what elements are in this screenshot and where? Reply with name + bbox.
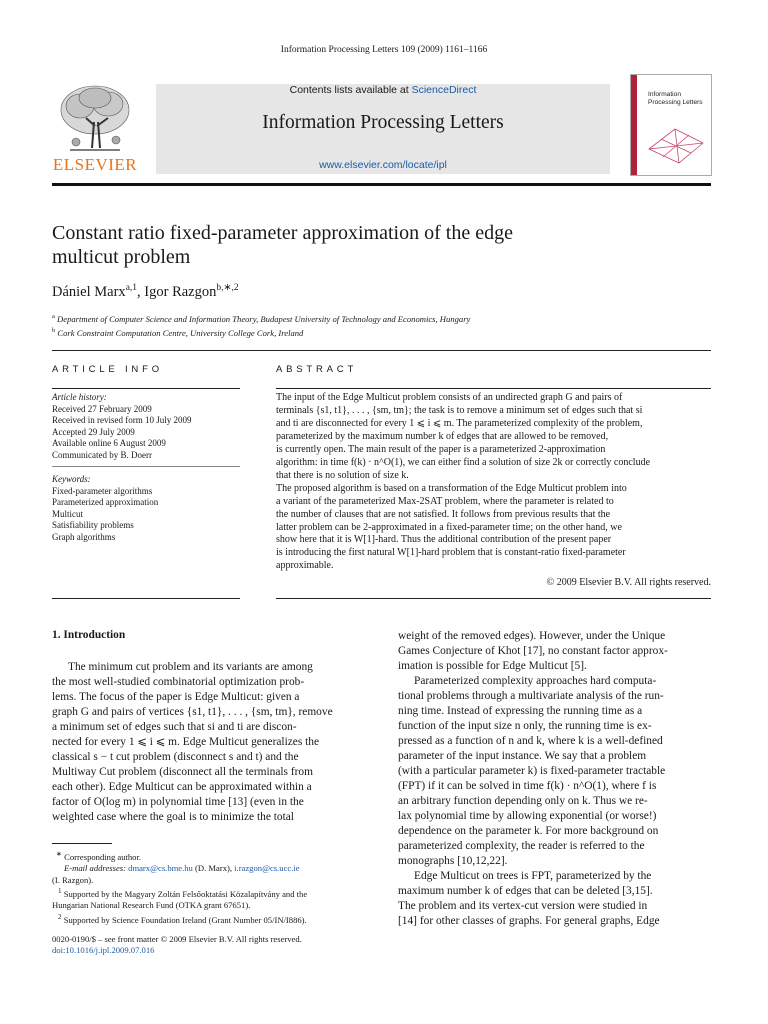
email-link[interactable]: dmarx@cs.bme.hu: [128, 863, 193, 874]
body-line: tional problems through a multivariate analysis of the run-: [398, 690, 664, 702]
body-line: maximum number k of edges that can be deleted [3,15].: [398, 885, 653, 897]
email-owner: (I. Razgon).: [52, 874, 94, 885]
author-affiliation-marker: b,∗,2: [216, 283, 239, 293]
history-item: Received 27 February 2009: [52, 403, 152, 414]
cover-title-line: Information: [648, 91, 681, 98]
body-line: pressed as a function of n and k, where k is a well-defined: [398, 735, 663, 747]
body-line: Multiway Cut problem (disconnect all the terminals from: [52, 766, 313, 778]
cover-graphic: [645, 119, 707, 167]
footnote-text: Supported by the Magyary Zoltán Felsőoktatási Közalapítvány and the: [63, 888, 308, 899]
affiliation-a: [52, 311, 470, 325]
body-line: graph G and pairs of vertices {s1, t1}, . . . , {sm, tm}, remove: [52, 706, 333, 718]
journal-title: Information Processing Letters: [262, 112, 504, 133]
footnote-text: Supported by Science Foundation Ireland (Grant Number 05/IN/I886).: [63, 914, 307, 925]
body-line: the most well-studied combinatorial optimization prob-: [52, 676, 305, 688]
affiliation-text: Department of Computer Science and Information Theory, Budapest University of Technology and Economics, Hungary: [57, 313, 471, 324]
journal-cover-image: [630, 74, 712, 176]
body-line: ning time. Instead of expressing the running time as a: [398, 705, 643, 717]
footnote-text: Hungarian National Research Fund (OTKA grant 67651).: [52, 900, 251, 911]
body-line: factor of O(log m) in polynomial time [13] (even in the: [52, 796, 304, 808]
affiliation-text: Cork Constraint Computation Centre, University College Cork, Ireland: [57, 328, 304, 339]
body-line: weight of the removed edges). However, under the Unique: [398, 630, 666, 642]
body-line: classical s − t cut problem (disconnect s and t) and the: [52, 751, 299, 763]
affiliation-b: [52, 325, 470, 339]
footnote-marker: 1: [58, 887, 62, 896]
email-label: E-mail addresses:: [64, 863, 126, 874]
abstract-bottom-rule: [276, 598, 711, 599]
author-separator: ,: [137, 283, 145, 300]
author-name: Igor Razgon: [144, 283, 217, 300]
body-line: weighted case where the goal is to minimize the total: [52, 811, 294, 823]
body-line: parameterized complexity, the reader is referred to the: [398, 840, 645, 852]
keyword-item: Fixed-parameter algorithms: [52, 485, 153, 496]
history-label: Article history:: [52, 392, 107, 402]
abstract-heading: ABSTRACT: [276, 364, 358, 375]
body-line: Parameterized complexity approaches hard computa-: [414, 675, 657, 687]
front-matter-text: 0020-0190/$ – see front matter © 2009 Elsevier B.V. All rights reserved.: [52, 934, 302, 944]
footnote-marker: 2: [58, 912, 62, 921]
abstract-line: approximable.: [276, 560, 334, 572]
email-link[interactable]: i.razgon@cs.ucc.ie: [234, 863, 300, 874]
abstract-line: that there is no solution of size k.: [276, 469, 409, 481]
body-line: [14] for other classes of graphs. For general graphs, Edge: [398, 915, 660, 927]
author-affiliation-marker: a,1: [125, 283, 138, 293]
body-line: parameter of the input instance. We say that a problem: [398, 750, 647, 762]
author-list: [52, 282, 239, 301]
history-item: Available online 6 August 2009: [52, 438, 166, 449]
footnote-rule: [52, 843, 112, 844]
body-line: Edge Multicut on trees is FPT, parameterized by the: [414, 870, 652, 882]
journal-url-link[interactable]: www.elsevier.com/locate/ipl: [319, 159, 447, 171]
body-line: The minimum cut problem and its variants are among: [68, 661, 313, 673]
body-line: function of the input size n only, the running time is ex-: [398, 720, 652, 732]
right-column-body: [398, 629, 711, 929]
body-line: lax polynomial time by allowing exponential (or worse!): [398, 810, 657, 822]
info-bottom-rule: [52, 598, 240, 599]
body-line: Games Conjecture of Khot [17], no constant factor approx-: [398, 645, 668, 657]
publisher-logo-text: ELSEVIER: [52, 155, 138, 174]
footnote-marker: ∗: [56, 850, 62, 858]
article-history: [52, 392, 240, 462]
abstract-line: the number of clauses that are not satisfied. It follows from previous results that the: [276, 508, 611, 520]
contents-line: [156, 84, 610, 96]
body-line: imation is possible for Edge Multicut [5].: [398, 660, 587, 672]
body-line: nected for every 1 ⩽ i ⩽ m. Edge Multicut generalizes the: [52, 736, 320, 748]
journal-banner: [156, 84, 610, 174]
keyword-item: Graph algorithms: [52, 531, 116, 542]
author-name: Dániel Marx: [52, 283, 126, 300]
keyword-item: Multicut: [52, 508, 83, 519]
email-owner: (D. Marx),: [192, 863, 235, 874]
history-item: Received in revised form 10 July 2009: [52, 415, 192, 426]
abstract-line: The proposed algorithm is based on a transformation of the Edge Multicut problem into: [276, 482, 627, 494]
info-divider: [52, 466, 240, 467]
affiliation-marker: a: [52, 313, 55, 320]
body-line: each other). Edge Multicut can be approximated within a: [52, 781, 312, 793]
body-line: dependence on the parameter k. For more background on: [398, 825, 659, 837]
footnote-text: Corresponding author.: [64, 851, 142, 862]
affiliations: [52, 311, 470, 340]
info-rule: [52, 388, 240, 389]
cover-title: [648, 91, 703, 106]
footnotes: [52, 849, 364, 926]
keywords-label: Keywords:: [52, 474, 91, 484]
abstract-line: algorithm: in time f(k) · n^O(1), we can either find a solution of size 2k or correctly conclude: [276, 456, 651, 468]
abstract-line: parameterized by the maximum number k of edges that are allowed to be removed,: [276, 430, 609, 442]
abstract-line: and ti are disconnected for every 1 ⩽ i ⩽ m. The parameterized complexity of the problem,: [276, 417, 643, 429]
body-line: (with a particular parameter k) is fixed-parameter tractable: [398, 765, 666, 777]
history-item: Accepted 29 July 2009: [52, 426, 135, 437]
header-rule: [52, 183, 711, 186]
journal-reference: Information Processing Letters 109 (2009) 1161–1166: [280, 45, 488, 55]
contents-prefix: Contents lists available at: [289, 84, 412, 96]
section-rule: [52, 350, 711, 351]
cover-title-line: Processing Letters: [648, 98, 703, 106]
history-item: Communicated by B. Doerr: [52, 449, 152, 460]
abstract-rule: [276, 388, 711, 389]
affiliation-marker: b: [52, 327, 56, 335]
cover-spine: [631, 75, 637, 175]
keyword-item: Satisfiability problems: [52, 520, 134, 531]
body-line: a minimum set of edges such that si and ti are discon-: [52, 721, 297, 733]
abstract-body: [276, 392, 711, 573]
footnote-emails: [52, 863, 364, 874]
body-line: lems. The focus of the paper is Edge Multicut: given a: [52, 691, 300, 703]
body-line: an arbitrary function depending only on k. Thus we re-: [398, 795, 648, 807]
article-info-heading: ARTICLE INFO: [52, 364, 163, 375]
abstract-line: is currently open. The main result of the paper is a parameterized 2-approximation: [276, 443, 606, 455]
body-line: The problem and its vertex-cut version were studied in: [398, 900, 648, 912]
article-title-line: multicut problem: [52, 246, 191, 268]
abstract-copyright: © 2009 Elsevier B.V. All rights reserved.: [546, 577, 711, 588]
keyword-item: Parameterized approximation: [52, 497, 159, 508]
front-matter: [52, 934, 372, 957]
abstract-line: is introducing the first natural W[1]-hard problem that is constant-ratio fixed-parameter: [276, 547, 626, 559]
abstract-line: terminals {s1, t1}, . . . , {sm, tm}; the task is to remove a minimum set of edges such that si: [276, 404, 643, 416]
article-title: [52, 221, 712, 269]
section-heading: 1. Introduction: [52, 629, 126, 641]
body-line: monographs [10,12,22].: [398, 855, 508, 867]
article-title-line: Constant ratio fixed-parameter approximation of the edge: [52, 222, 513, 244]
footnote-2: [52, 912, 364, 926]
keywords: [52, 474, 240, 544]
abstract-line: latter problem can be 2-approximated in a fixed-parameter time; on the other hand, we: [276, 521, 622, 533]
abstract-line: show here that it is W[1]-hard. Thus the additional contribution of the present paper: [276, 534, 612, 546]
sciencedirect-link[interactable]: ScienceDirect: [411, 84, 477, 96]
abstract-line: a variant of the parameterized Max-2SAT problem, where the parameter is related to: [276, 495, 614, 507]
abstract-line: The input of the Edge Multicut problem consists of an undirected graph G and pairs of: [276, 392, 623, 403]
footnote-corresponding: [52, 849, 364, 863]
footnote-1: [52, 886, 364, 900]
introduction-body: [52, 660, 364, 825]
doi-link[interactable]: doi:10.1016/j.ipl.2009.07.016: [52, 945, 155, 956]
body-line: (FPT) if it can be solved in time f(k) · n^O(1), where f is: [398, 780, 657, 792]
